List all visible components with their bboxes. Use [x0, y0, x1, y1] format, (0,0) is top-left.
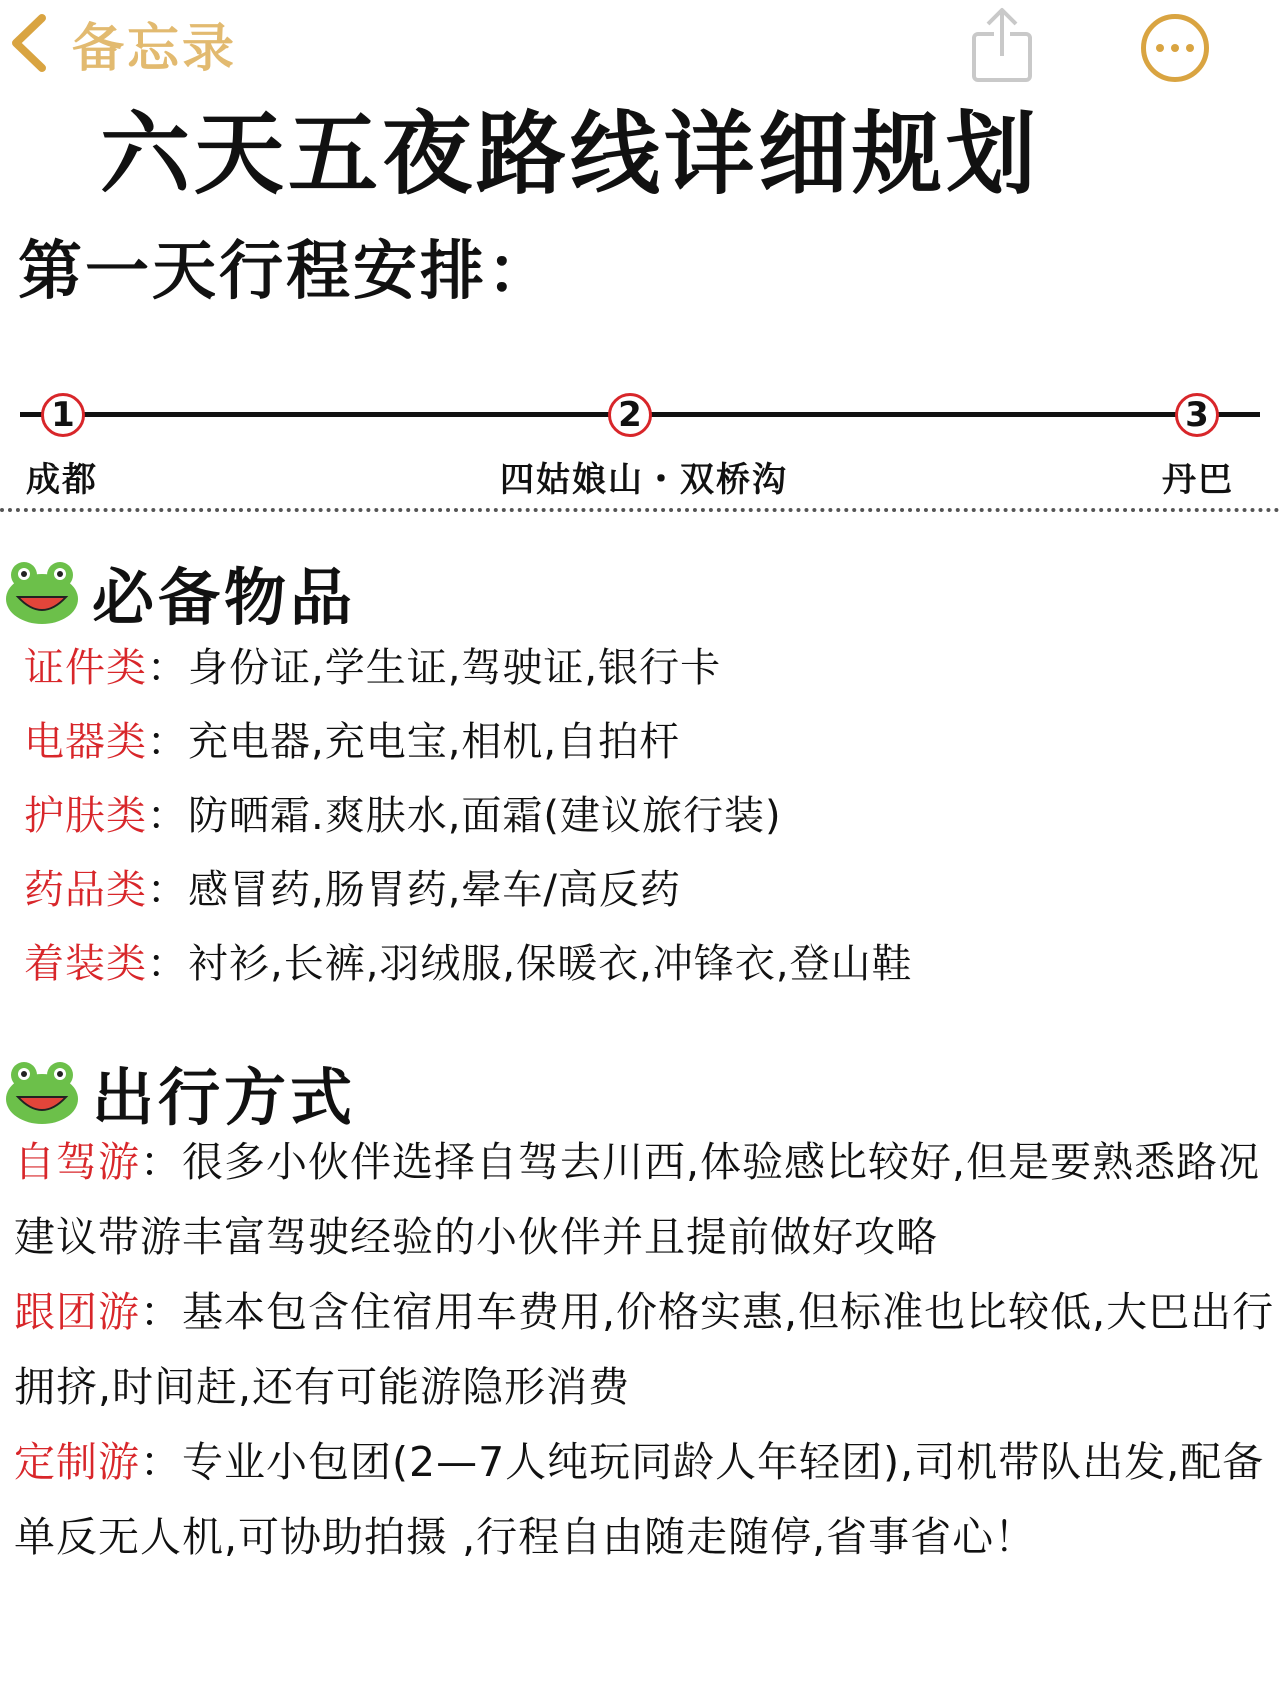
divider — [0, 508, 1280, 512]
item-category: 证件类 — [24, 645, 147, 691]
frog-icon — [4, 561, 80, 625]
item-sep: ： — [147, 793, 188, 839]
more-button[interactable] — [1141, 14, 1209, 82]
list-item — [24, 784, 1264, 858]
travel-mode-text: 专业小包团(2—7人纯玩同龄人年轻团),司机带队出发,配备单反无人机,可协助拍摄 ,行程自由随走随停,省事省心！ — [14, 1438, 1265, 1561]
item-sep: ： — [147, 941, 188, 987]
travel-mode-name: 跟团游 — [14, 1288, 140, 1336]
back-button[interactable] — [8, 8, 237, 78]
item-sep: ： — [147, 867, 188, 913]
stop-label: 丹巴 — [1162, 460, 1234, 500]
travel-list — [14, 1125, 1276, 1575]
travel-mode-sep: ： — [140, 1138, 182, 1186]
essentials-list — [24, 636, 1264, 1006]
stop-number: 1 — [41, 393, 85, 437]
travel-mode — [14, 1425, 1276, 1575]
stop-label: 成都 — [26, 460, 98, 500]
item-category: 药品类 — [24, 867, 147, 913]
item-category: 护肤类 — [24, 793, 147, 839]
item-content: 充电器,充电宝,相机,自拍杆 — [188, 719, 681, 765]
route-timeline — [0, 380, 1280, 510]
stop-number: 3 — [1175, 393, 1219, 437]
item-category: 着装类 — [24, 941, 147, 987]
item-category: 电器类 — [24, 719, 147, 765]
travel-mode-sep: ： — [140, 1438, 182, 1486]
travel-mode — [14, 1275, 1276, 1425]
list-item — [24, 858, 1264, 932]
share-icon[interactable] — [970, 4, 1034, 84]
note-title: 六天五夜路线详细规划 — [100, 102, 1040, 207]
item-content: 感冒药,肠胃药,晕车/高反药 — [188, 867, 681, 913]
more-icon-dot — [1186, 44, 1194, 52]
essentials-header — [4, 548, 356, 637]
back-label: 备忘录 — [72, 18, 238, 79]
list-item — [24, 636, 1264, 710]
stop-label: 四姑娘山・双桥沟 — [500, 460, 788, 500]
essentials-title: 必备物品 — [92, 561, 357, 634]
travel-mode-text: 基本包含住宿用车费用,价格实惠,但标准也比较低,大巴出行拥挤,时间赶,还有可能游隐形消费 — [14, 1288, 1275, 1411]
nav-bar — [0, 0, 1280, 96]
chevron-left-icon — [8, 12, 50, 74]
list-item — [24, 932, 1264, 1006]
stop-number: 2 — [608, 393, 652, 437]
day-title: 第一天行程安排： — [18, 235, 554, 309]
travel-title: 出行方式 — [92, 1061, 357, 1134]
frog-icon — [4, 1061, 80, 1125]
item-sep: ： — [147, 719, 188, 765]
item-content: 防晒霜.爽肤水,面霜(建议旅行装) — [188, 793, 782, 839]
item-sep: ： — [147, 645, 188, 691]
travel-mode-name: 自驾游 — [14, 1138, 140, 1186]
item-content: 身份证,学生证,驾驶证,银行卡 — [188, 645, 722, 691]
travel-mode-text: 很多小伙伴选择自驾去川西,体验感比较好,但是要熟悉路况建议带游丰富驾驶经验的小伙伴并且提前做好攻略 — [14, 1138, 1261, 1261]
travel-mode-name: 定制游 — [14, 1438, 140, 1486]
travel-header — [4, 1048, 356, 1137]
more-icon-dot — [1156, 44, 1164, 52]
travel-mode — [14, 1125, 1276, 1275]
item-content: 衬衫,长裤,羽绒服,保暖衣,冲锋衣,登山鞋 — [188, 941, 913, 987]
list-item — [24, 710, 1264, 784]
travel-mode-sep: ： — [140, 1288, 182, 1336]
more-icon-dot — [1171, 44, 1179, 52]
